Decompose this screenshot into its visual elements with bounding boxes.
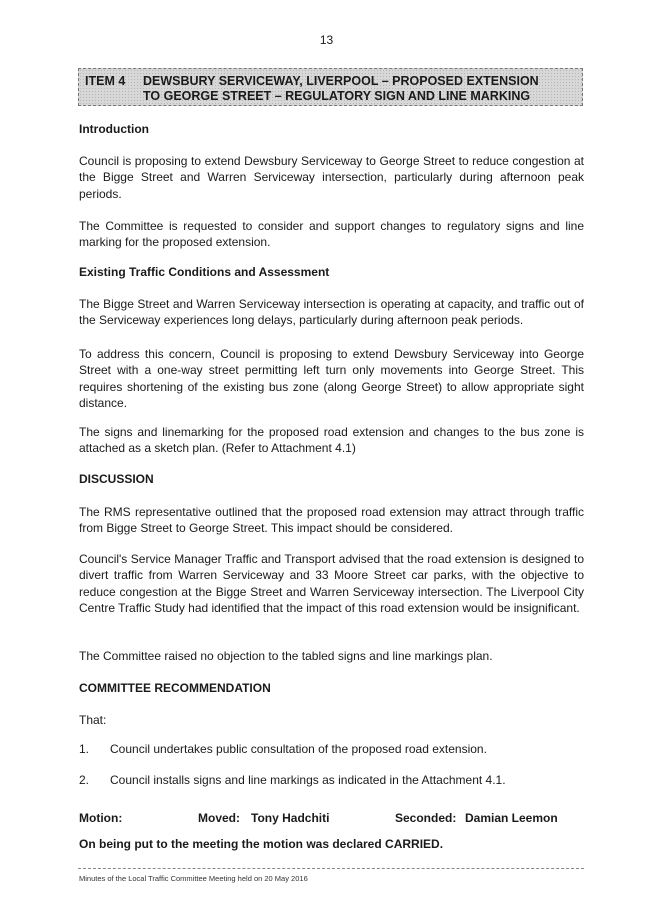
- recommendation-intro: That:: [79, 713, 107, 727]
- recommendation-heading: COMMITTEE RECOMMENDATION: [79, 681, 271, 695]
- item-title-line-2: TO GEORGE STREET – REGULATORY SIGN AND LINE MARKING: [143, 89, 531, 103]
- moved-label: Moved:: [198, 811, 240, 825]
- moved-name: Tony Hadchiti: [251, 811, 330, 825]
- recommendation-number: 2.: [79, 773, 90, 787]
- seconded-label: Seconded:: [395, 811, 457, 825]
- existing-paragraph-2: To address this concern, Council is proposing to extend Dewsbury Serviceway into George Street with a one-way street permitting left turn only movements into George Street. This requires shortening of the existing bus zone (along George Street) to allow appropriate sight distance.: [79, 347, 584, 410]
- discussion-heading: DISCUSSION: [79, 472, 154, 486]
- introduction-heading: Introduction: [79, 122, 149, 136]
- existing-conditions-heading: Existing Traffic Conditions and Assessment: [79, 265, 330, 279]
- discussion-paragraph-2: Council's Service Manager Traffic and Transport advised that the road extension is designed to divert traffic from Warren Serviceway and 33 Moore Street car parks, with the objective to reduce congestion at the Bigge Street and Warren Serviceway intersection. The Liverpool City Centre Traffic Study had identified that the impact of this road extension would be insignificant.: [79, 552, 584, 615]
- item-title-box: [78, 68, 583, 106]
- recommendation-text: Council installs signs and line markings as indicated in the Attachment 4.1.: [110, 773, 506, 787]
- discussion-paragraph-1: The RMS representative outlined that the proposed road extension may attract through traffic from Bigge Street to George Street. This impact should be considered.: [79, 505, 584, 536]
- footer-divider: [78, 868, 584, 869]
- existing-paragraph-1: The Bigge Street and Warren Serviceway intersection is operating at capacity, and traffic out of the Serviceway experiences long delays, particularly during afternoon peak periods.: [79, 297, 584, 328]
- existing-paragraph-3: The signs and linemarking for the proposed road extension and changes to the bus zone is attached as a sketch plan. (Refer to Attachment 4.1): [79, 425, 584, 456]
- motion-result: On being put to the meeting the motion was declared CARRIED.: [79, 837, 444, 851]
- footer-text: Minutes of the Local Traffic Committee Meeting held on 20 May 2016: [79, 874, 308, 883]
- item-title-line-1: DEWSBURY SERVICEWAY, LIVERPOOL – PROPOSED EXTENSION: [143, 74, 539, 88]
- item-label: ITEM 4: [85, 74, 126, 88]
- recommendation-number: 1.: [79, 742, 90, 756]
- page-number: 13: [319, 33, 334, 47]
- introduction-paragraph-2: The Committee is requested to consider and support changes to regulatory signs and line marking for the proposed extension.: [79, 219, 584, 250]
- discussion-paragraph-3: The Committee raised no objection to the tabled signs and line markings plan.: [79, 649, 493, 663]
- seconded-name: Damian Leemon: [465, 811, 558, 825]
- motion-label: Motion:: [79, 811, 123, 825]
- recommendation-text: Council undertakes public consultation of the proposed road extension.: [110, 742, 487, 756]
- introduction-paragraph-1: Council is proposing to extend Dewsbury Serviceway to George Street to reduce congestion at the Bigge Street and Warren Serviceway intersection, particularly during afternoon peak periods.: [79, 154, 584, 201]
